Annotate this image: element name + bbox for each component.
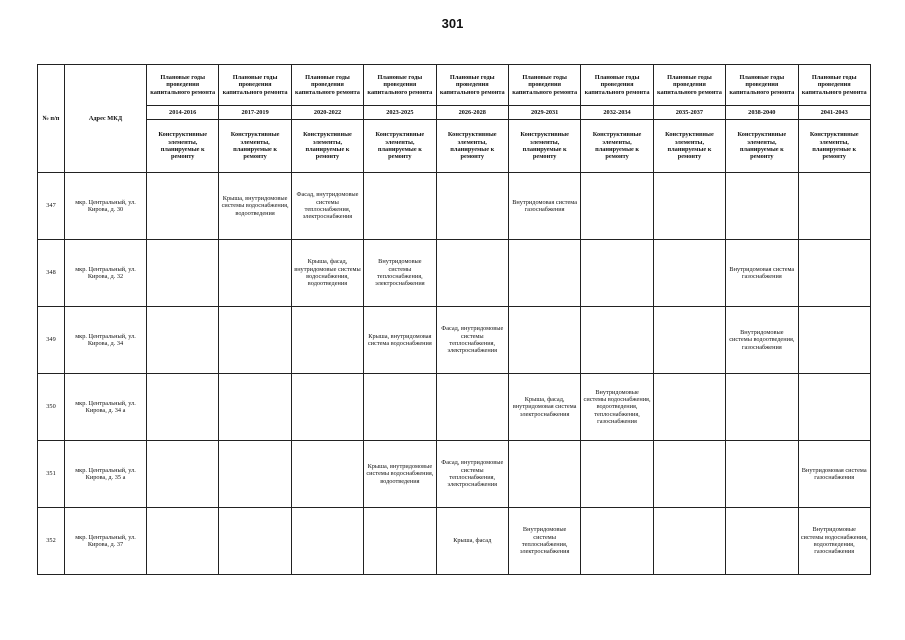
repair-elements-cell (364, 173, 436, 240)
repair-elements-cell (219, 307, 291, 374)
repair-elements-cell (147, 240, 219, 307)
column-header-years: 2017-2019 (219, 106, 291, 120)
column-header-elements: Конструктивные элементы, планируемые к ремонту (726, 120, 798, 173)
table-row (38, 508, 871, 575)
repair-elements-cell (508, 307, 580, 374)
repair-elements-cell (147, 307, 219, 374)
column-header-years: 2038-2040 (726, 106, 798, 120)
repair-elements-cell (798, 240, 870, 307)
column-header-address: Адрес МКД (65, 65, 147, 173)
repair-elements-cell (436, 374, 508, 441)
column-header-period-title: Плановые годы проведения капитального ремонта (508, 65, 580, 106)
repair-elements-cell: Внутридомовая система газоснабжения (508, 173, 580, 240)
repair-elements-cell (436, 173, 508, 240)
repair-elements-cell: Внутридомовая система газоснабжения (798, 441, 870, 508)
repair-elements-cell: Внутридомовые системы водоснабжения, водоотведения, газоснабжения (798, 508, 870, 575)
column-header-period-title: Плановые годы проведения капитального ремонта (798, 65, 870, 106)
repair-elements-cell: Внутридомовые системы водоснабжения, водоотведения, теплоснабжения, газоснабжения (581, 374, 653, 441)
repair-elements-cell: Крыша, фасад, внутридомовые системы водоснабжения, водоотведения (291, 240, 363, 307)
address-cell: мкр. Центральный, ул. Кирова, д. 37 (65, 508, 147, 575)
column-header-elements: Конструктивные элементы, планируемые к ремонту (581, 120, 653, 173)
row-number-cell: 348 (38, 240, 65, 307)
address-cell: мкр. Центральный, ул. Кирова, д. 35 а (65, 441, 147, 508)
address-cell: мкр. Центральный, ул. Кирова, д. 32 (65, 240, 147, 307)
column-header-period-title: Плановые годы проведения капитального ремонта (653, 65, 725, 106)
repair-elements-cell (726, 508, 798, 575)
repair-elements-cell (581, 173, 653, 240)
row-number-cell: 352 (38, 508, 65, 575)
repair-elements-cell (291, 307, 363, 374)
column-header-period-title: Плановые годы проведения капитального ремонта (581, 65, 653, 106)
column-header-elements: Конструктивные элементы, планируемые к ремонту (508, 120, 580, 173)
column-header-years: 2023-2025 (364, 106, 436, 120)
address-cell: мкр. Центральный, ул. Кирова, д. 34 (65, 307, 147, 374)
table-row (38, 240, 871, 307)
column-header-years: 2026-2028 (436, 106, 508, 120)
table-row (38, 307, 871, 374)
table-row (38, 374, 871, 441)
repair-elements-cell (219, 240, 291, 307)
repair-elements-cell (436, 240, 508, 307)
repair-elements-cell (653, 374, 725, 441)
repair-elements-cell (291, 374, 363, 441)
repair-elements-cell (653, 441, 725, 508)
repair-elements-cell (147, 508, 219, 575)
repair-elements-cell: Внутридомовые системы теплоснабжения, электроснабжения (508, 508, 580, 575)
row-number-cell: 347 (38, 173, 65, 240)
header-row-years (38, 106, 871, 120)
column-header-elements: Конструктивные элементы, планируемые к ремонту (364, 120, 436, 173)
header-row-period (38, 65, 871, 106)
column-header-elements: Конструктивные элементы, планируемые к ремонту (798, 120, 870, 173)
repair-elements-cell: Крыша, фасад (436, 508, 508, 575)
repair-elements-cell (798, 173, 870, 240)
column-header-years: 2035-2037 (653, 106, 725, 120)
repair-elements-cell: Крыша, внутридомовая система водоснабжения (364, 307, 436, 374)
column-header-years: 2020-2022 (291, 106, 363, 120)
repair-elements-cell (653, 173, 725, 240)
repair-elements-cell (147, 374, 219, 441)
repair-elements-cell: Фасад, внутридомовые системы теплоснабжения, электроснабжения (436, 307, 508, 374)
table-row (38, 441, 871, 508)
column-header-number: № п/п (38, 65, 65, 173)
column-header-period-title: Плановые годы проведения капитального ремонта (436, 65, 508, 106)
repair-elements-cell (653, 307, 725, 374)
column-header-years: 2041-2043 (798, 106, 870, 120)
column-header-years: 2029-2031 (508, 106, 580, 120)
column-header-period-title: Плановые годы проведения капитального ремонта (291, 65, 363, 106)
repair-elements-cell (147, 173, 219, 240)
column-header-years: 2014-2016 (147, 106, 219, 120)
row-number-cell: 349 (38, 307, 65, 374)
address-cell: мкр. Центральный, ул. Кирова, д. 34 а (65, 374, 147, 441)
repair-elements-cell (581, 307, 653, 374)
repair-elements-cell: Внутридомовые системы водоотведения, газоснабжения (726, 307, 798, 374)
row-number-cell: 350 (38, 374, 65, 441)
table-row (38, 173, 871, 240)
column-header-elements: Конструктивные элементы, планируемые к ремонту (653, 120, 725, 173)
column-header-period-title: Плановые годы проведения капитального ремонта (147, 65, 219, 106)
repair-elements-cell (581, 441, 653, 508)
column-header-period-title: Плановые годы проведения капитального ремонта (364, 65, 436, 106)
column-header-period-title: Плановые годы проведения капитального ремонта (219, 65, 291, 106)
repair-elements-cell (798, 374, 870, 441)
repair-elements-cell (508, 441, 580, 508)
column-header-years: 2032-2034 (581, 106, 653, 120)
repair-elements-cell (291, 441, 363, 508)
repair-elements-cell: Внутридомовая система газоснабжения (726, 240, 798, 307)
column-header-elements: Конструктивные элементы, планируемые к ремонту (147, 120, 219, 173)
repair-elements-cell (219, 508, 291, 575)
repair-elements-cell (508, 240, 580, 307)
repair-elements-cell: Внутридомовые системы теплоснабжения, электроснабжения (364, 240, 436, 307)
repair-elements-cell (219, 441, 291, 508)
repair-elements-cell (147, 441, 219, 508)
repair-elements-cell: Крыша, внутридомовые системы водоснабжения, водоотведения (219, 173, 291, 240)
repair-elements-cell (364, 508, 436, 575)
column-header-elements: Конструктивные элементы, планируемые к ремонту (436, 120, 508, 173)
column-header-period-title: Плановые годы проведения капитального ремонта (726, 65, 798, 106)
repair-elements-cell (219, 374, 291, 441)
row-number-cell: 351 (38, 441, 65, 508)
repair-elements-cell (653, 240, 725, 307)
repair-elements-cell: Фасад, внутридомовые системы теплоснабжения, электроснабжения (436, 441, 508, 508)
repair-elements-cell: Крыша, фасад, внутридомовая система электроснабжения (508, 374, 580, 441)
repair-elements-cell (726, 441, 798, 508)
column-header-elements: Конструктивные элементы, планируемые к ремонту (219, 120, 291, 173)
repair-elements-cell (726, 374, 798, 441)
page-number: 301 (441, 16, 464, 31)
repair-elements-cell (581, 508, 653, 575)
repair-elements-cell: Фасад, внутридомовые системы теплоснабжения, электроснабжения (291, 173, 363, 240)
table-header (38, 65, 871, 173)
repair-schedule-table (37, 64, 871, 575)
header-row-elements (38, 120, 871, 173)
repair-elements-cell (726, 173, 798, 240)
repair-elements-cell (653, 508, 725, 575)
table-body (38, 173, 871, 575)
repair-elements-cell (798, 307, 870, 374)
address-cell: мкр. Центральный, ул. Кирова, д. 30 (65, 173, 147, 240)
column-header-elements: Конструктивные элементы, планируемые к ремонту (291, 120, 363, 173)
repair-elements-cell (291, 508, 363, 575)
repair-elements-cell (581, 240, 653, 307)
repair-elements-cell (364, 374, 436, 441)
repair-elements-cell: Крыша, внутридомовые системы водоснабжения, водоотведения (364, 441, 436, 508)
